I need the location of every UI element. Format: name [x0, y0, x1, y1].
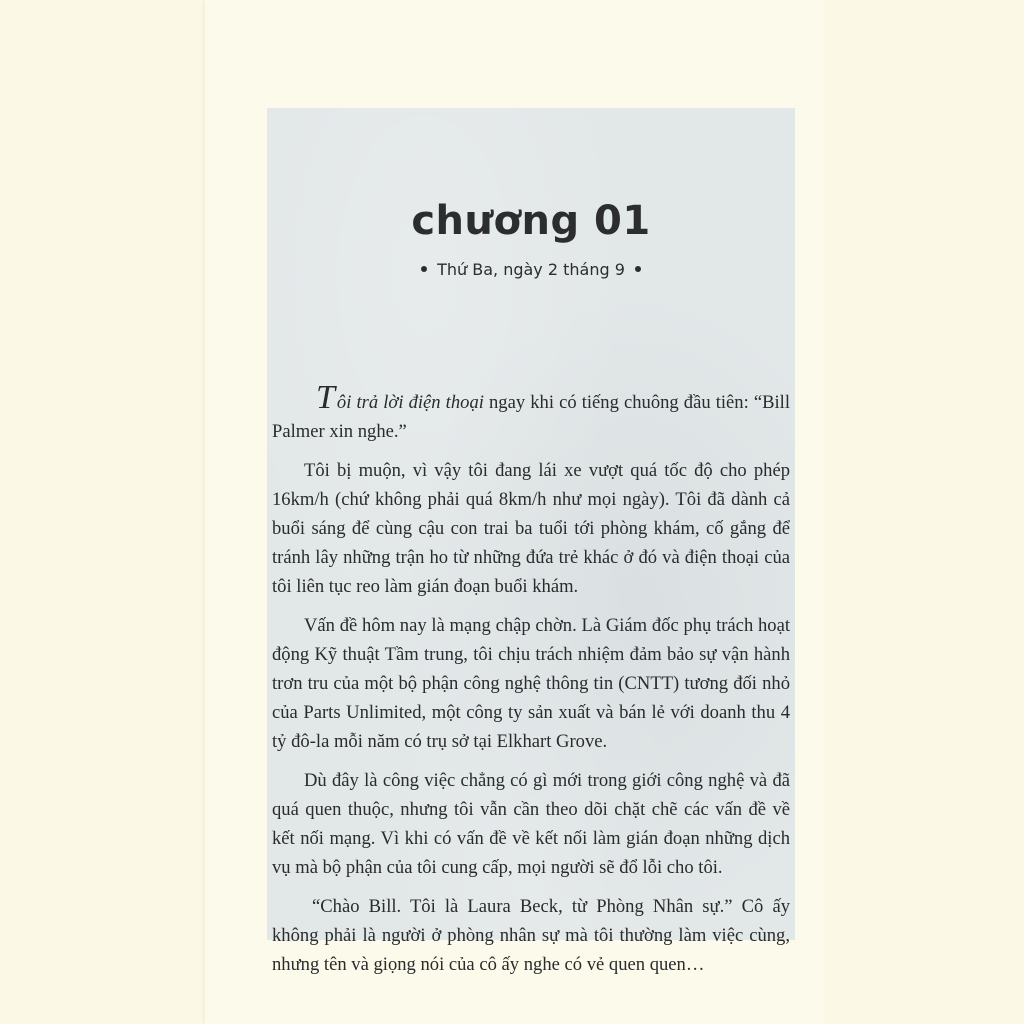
chapter-date: Thứ Ba, ngày 2 tháng 9 [437, 260, 625, 279]
drop-cap: T [316, 379, 335, 416]
italic-lead: ôi trả lời điện thoại [336, 392, 484, 413]
bullet-dot-right [635, 266, 641, 272]
paragraph-1: Tôi bị muộn, vì vậy tôi đang lái xe vượt quá tốc độ cho phép 16km/h (chứ không phải quá 8km/h như mọi ngày). Tôi đã dành cả buổi sáng để cùng cậu con trai ba tuổi tới phòng khám, cố gắng để tránh lây những trận ho từ những đứa trẻ khác ở đó và điện thoại của tôi liên tục reo làm gián đoạn buổi khám. [272, 460, 790, 597]
opening-paragraph [272, 379, 791, 446]
paragraph-4: “Chào Bill. Tôi là Laura Beck, từ Phòng Nhân sự.” Cô ấy không phải là người ở phòng nhân sự mà tôi thường làm việc cùng, nhưng tên và giọng nói của cô ấy nghe có vẻ quen quen… [272, 896, 790, 975]
bullet-dot-left [421, 266, 427, 272]
chapter-body [272, 379, 791, 989]
chapter-title: chương 01 [411, 198, 651, 244]
paragraph-2: Vấn đề hôm nay là mạng chập chờn. Là Giám đốc phụ trách hoạt động Kỹ thuật Tầm trung, tôi chịu trách nhiệm đảm bảo sự vận hành trơn tru của một bộ phận công nghệ thông tin (CNTT) tương đối nhỏ của Parts Unlimited, một công ty sản xuất và bán lẻ với doanh thu 4 tỷ đô-la mỗi năm có trụ sở tại Elkhart Grove. [272, 615, 790, 752]
opening-rest: ngay khi có tiếng chuông đầu tiên: “Bill Palmer xin nghe.” [272, 392, 791, 442]
paragraph-3: Dù đây là công việc chẳng có gì mới trong giới công nghệ và đã quá quen thuộc, nhưng tôi vẫn cần theo dõi chặt chẽ các vấn đề về kết nối mạng. Vì khi có vấn đề về kết nối làm gián đoạn những dịch vụ mà bộ phận của tôi cung cấp, mọi người sẽ đổ lỗi cho tôi. [272, 770, 790, 878]
chapter-subtitle-line [267, 260, 795, 279]
